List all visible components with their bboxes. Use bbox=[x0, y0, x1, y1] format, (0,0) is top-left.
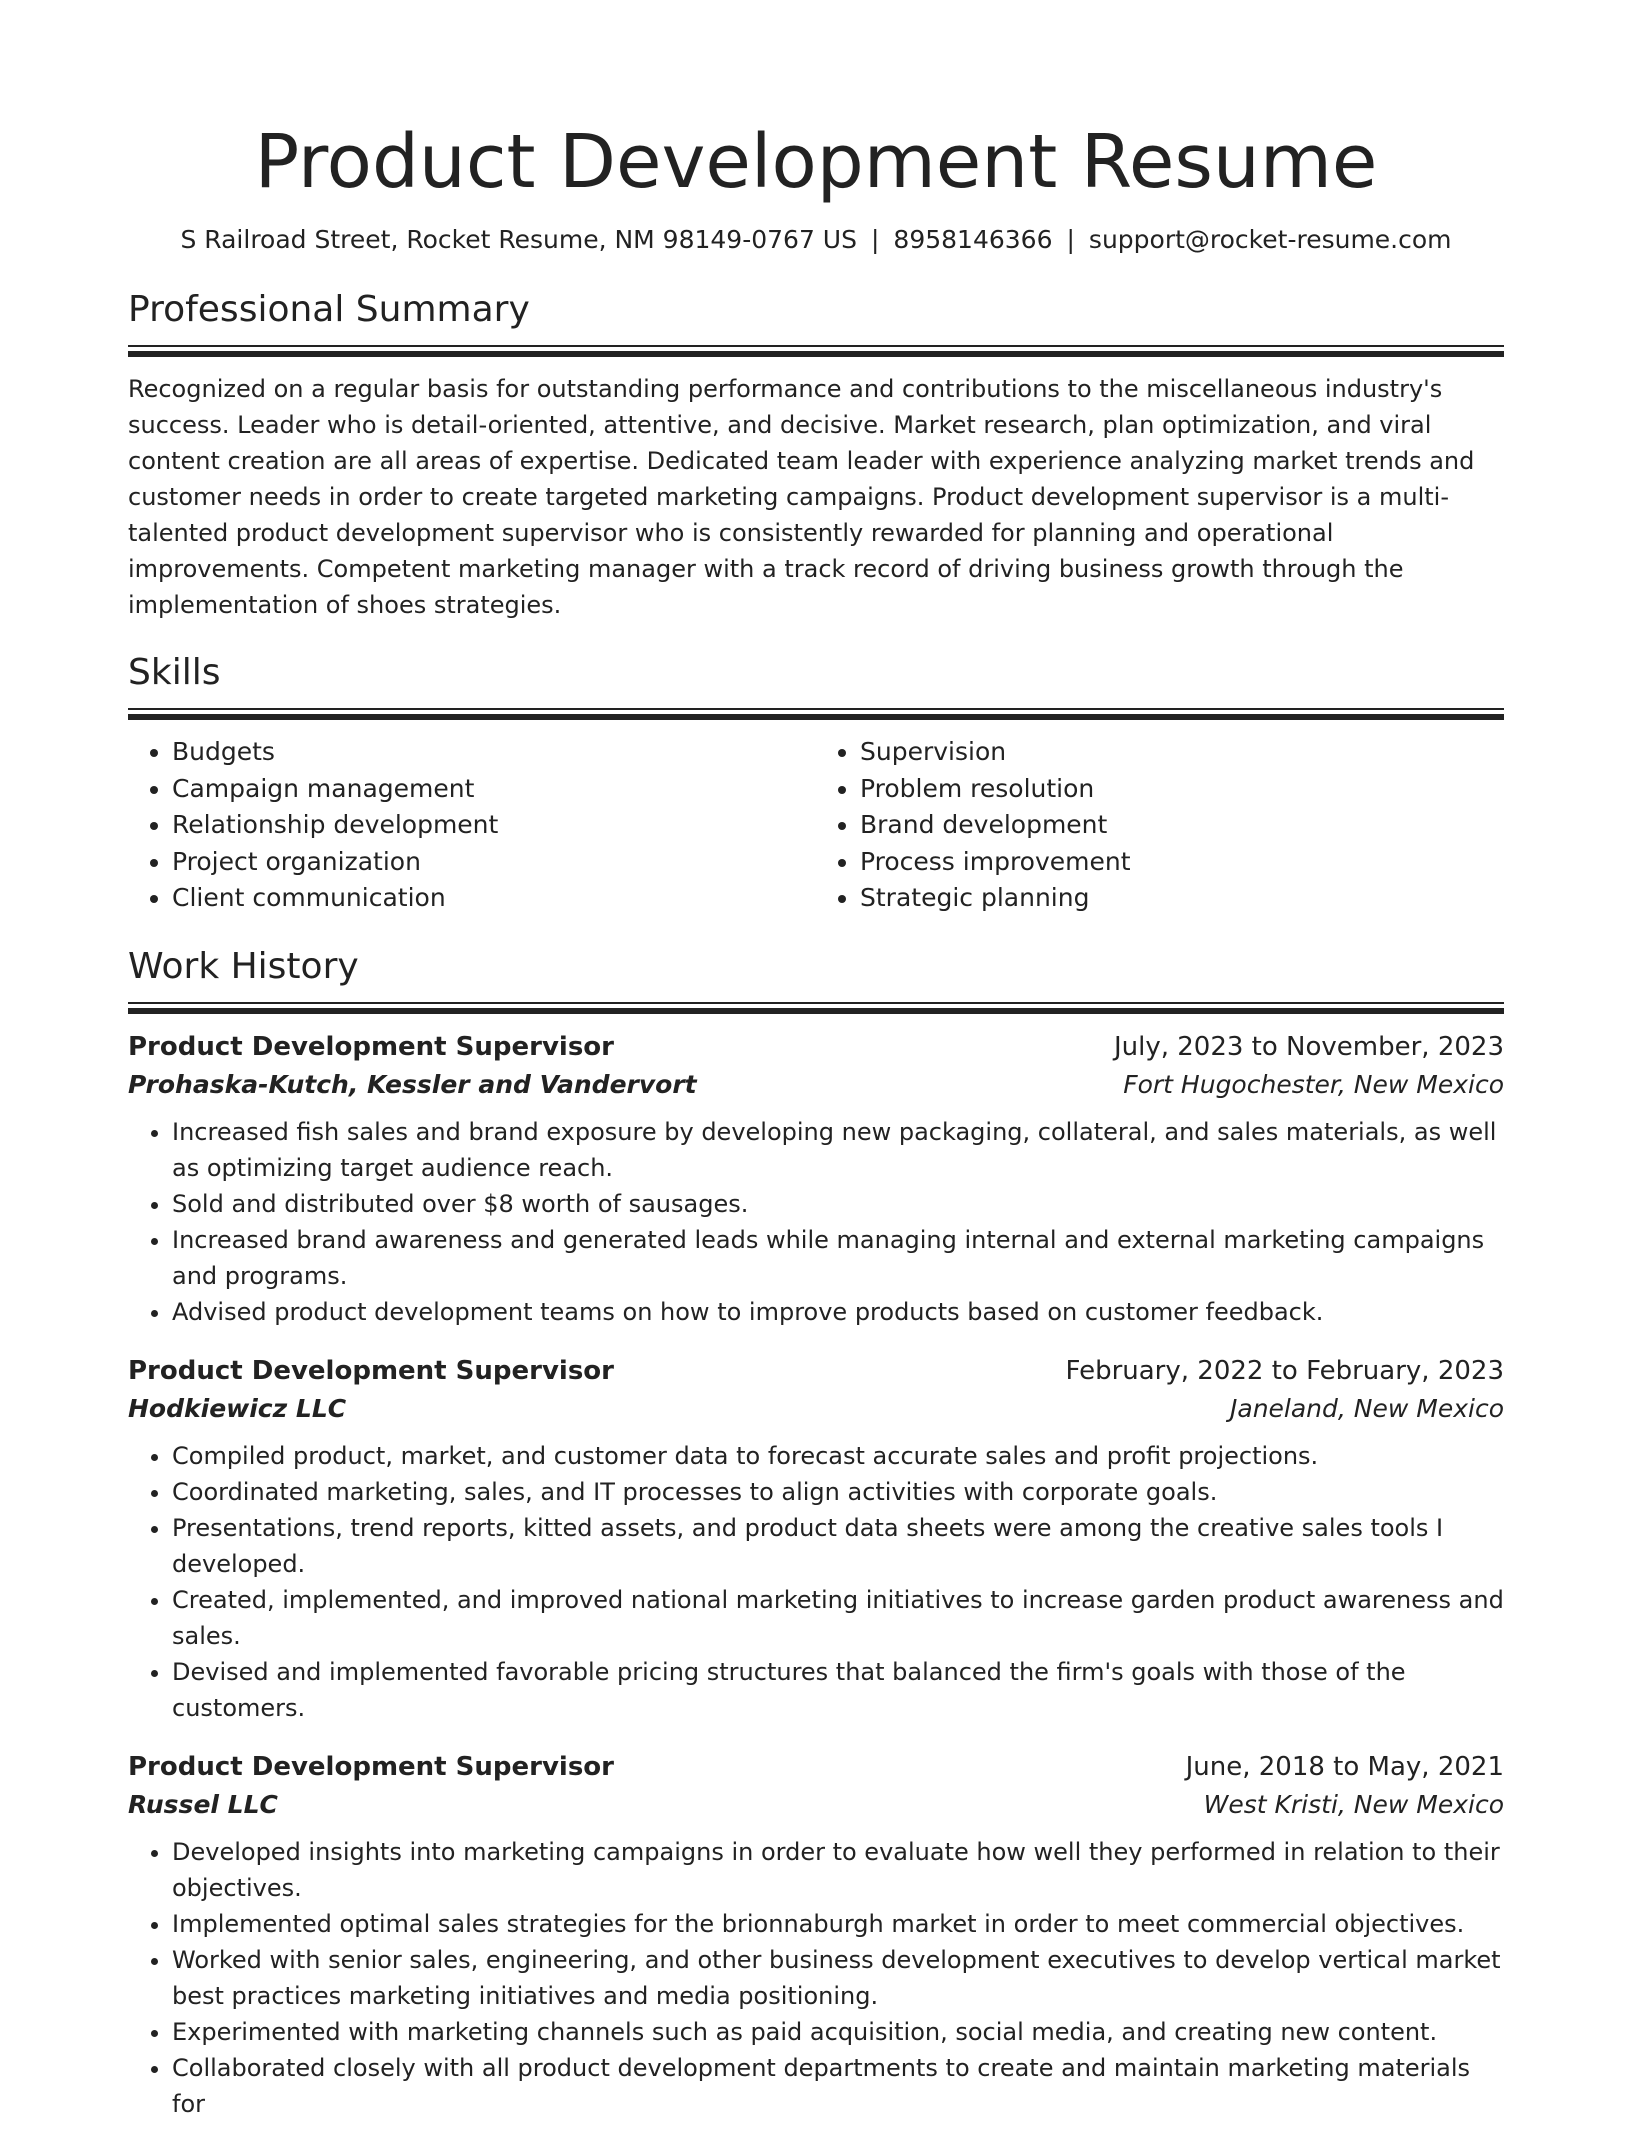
job-bullet: • Experimented with marketing channels such as paid acquisition, social media, and creating new content. bbox=[172, 2014, 1504, 2050]
job-dates: July, 2023 to November, 2023 bbox=[1113, 1031, 1504, 1062]
job-bullet: • Sold and distributed over $8 worth of sausages. bbox=[172, 1186, 1504, 1222]
skill-item: • Problem resolution bbox=[860, 771, 1504, 808]
job-entry bbox=[128, 1028, 1504, 1330]
section-divider bbox=[128, 1002, 1504, 1014]
section-heading-skills: Skills bbox=[128, 651, 221, 693]
job-entry bbox=[128, 1748, 1504, 2122]
page-title: Product Development Resume bbox=[254, 119, 1378, 205]
contact-separator: | bbox=[1066, 224, 1075, 254]
skill-item: • Brand development bbox=[860, 807, 1504, 844]
job-location: Fort Hugochester, New Mexico bbox=[1123, 1069, 1504, 1099]
contact-phone: 8958146366 bbox=[893, 224, 1053, 254]
section-heading-summary: Professional Summary bbox=[128, 288, 530, 330]
job-bullet: • Collaborated closely with all product development departments to create and maintain marketing materials for bbox=[172, 2050, 1504, 2122]
job-bullet: • Increased fish sales and brand exposure by developing new packaging, collateral, and sales materials, as well as optimizing target audience reach. bbox=[172, 1114, 1504, 1186]
job-company: Hodkiewicz LLC bbox=[128, 1393, 347, 1423]
section-divider bbox=[128, 708, 1504, 720]
skills-section bbox=[128, 651, 1504, 917]
job-header bbox=[128, 1748, 1504, 1786]
job-bullet: • Increased brand awareness and generated leads while managing internal and external marketing campaigns and programs. bbox=[172, 1222, 1504, 1294]
job-company: Russel LLC bbox=[128, 1789, 278, 1819]
summary-text: Recognized on a regular basis for outstanding performance and contributions to the miscellaneous industry's success. Leader who is detail-oriented, attentive, and decisive. Market research, plan optimization, and viral content creation are all areas of expertise. Dedicated team leader with experience analyzing market trends and customer needs in order to create targeted marketing campaigns. Product development supervisor is a multi-talented product development supervisor who is consistently rewarded for planning and operational improvements. Competent marketing manager with a track record of driving business growth through the implementation of shoes strategies. bbox=[128, 374, 1475, 619]
job-subheader bbox=[128, 1786, 1504, 1824]
contact-separator: | bbox=[870, 224, 880, 254]
job-bullet: • Devised and implemented favorable pricing structures that balanced the firm's goals with those of the customers. bbox=[172, 1654, 1504, 1726]
work-history-section bbox=[128, 945, 1504, 2122]
job-bullet: • Presentations, trend reports, kitted assets, and product data sheets were among the creative sales tools I developed. bbox=[172, 1510, 1504, 1582]
job-title: Product Development Supervisor bbox=[128, 1031, 614, 1062]
skill-item: • Project organization bbox=[172, 844, 816, 881]
section-divider bbox=[128, 345, 1504, 357]
job-header bbox=[128, 1352, 1504, 1390]
job-bullet: • Worked with senior sales, engineering, and other business development executives to develop vertical market best practices marketing initiatives and media positioning. bbox=[172, 1942, 1504, 2014]
contact-address: S Railroad Street, Rocket Resume, NM 98149-0767 US bbox=[180, 224, 857, 254]
job-bullet: • Coordinated marketing, sales, and IT processes to align activities with corporate goals. bbox=[172, 1474, 1504, 1510]
contact-email: support@rocket-resume.com bbox=[1088, 224, 1452, 254]
job-subheader bbox=[128, 1390, 1504, 1428]
resume-page bbox=[128, 118, 1504, 2144]
job-location: West Kristi, New Mexico bbox=[1203, 1789, 1504, 1819]
skills-columns bbox=[128, 734, 1504, 917]
job-bullet: • Compiled product, market, and customer data to forecast accurate sales and profit projections. bbox=[172, 1438, 1504, 1474]
job-bullet: • Advised product development teams on how to improve products based on customer feedback. bbox=[172, 1294, 1504, 1330]
job-dates: June, 2018 to May, 2021 bbox=[1185, 1751, 1504, 1782]
job-title: Product Development Supervisor bbox=[128, 1751, 614, 1782]
professional-summary-section bbox=[128, 288, 1504, 623]
section-heading-work-history: Work History bbox=[128, 945, 359, 987]
job-location: Janeland, New Mexico bbox=[1230, 1393, 1504, 1423]
job-bullet: • Implemented optimal sales strategies for the brionnaburgh market in order to meet commercial objectives. bbox=[172, 1906, 1504, 1942]
job-bullets bbox=[128, 1438, 1504, 1726]
skills-list-right bbox=[816, 734, 1504, 917]
skill-item: • Process improvement bbox=[860, 844, 1504, 881]
job-dates: February, 2022 to February, 2023 bbox=[1065, 1355, 1504, 1386]
job-header bbox=[128, 1028, 1504, 1066]
job-bullets bbox=[128, 1834, 1504, 2122]
job-bullet: • Developed insights into marketing campaigns in order to evaluate how well they performed in relation to their objectives. bbox=[172, 1834, 1504, 1906]
job-subheader bbox=[128, 1066, 1504, 1104]
contact-line bbox=[128, 225, 1504, 254]
skill-item: • Supervision bbox=[860, 734, 1504, 771]
job-company: Prohaska-Kutch, Kessler and Vandervort bbox=[128, 1069, 697, 1099]
job-title: Product Development Supervisor bbox=[128, 1355, 614, 1386]
skill-item: • Relationship development bbox=[172, 807, 816, 844]
skill-item: • Campaign management bbox=[172, 771, 816, 808]
skills-list-left bbox=[128, 734, 816, 917]
job-entry bbox=[128, 1352, 1504, 1726]
skill-item: • Client communication bbox=[172, 880, 816, 917]
skill-item: • Budgets bbox=[172, 734, 816, 771]
skill-item: • Strategic planning bbox=[860, 880, 1504, 917]
job-bullet: • Created, implemented, and improved national marketing initiatives to increase garden product awareness and sales. bbox=[172, 1582, 1504, 1654]
job-bullets bbox=[128, 1114, 1504, 1330]
